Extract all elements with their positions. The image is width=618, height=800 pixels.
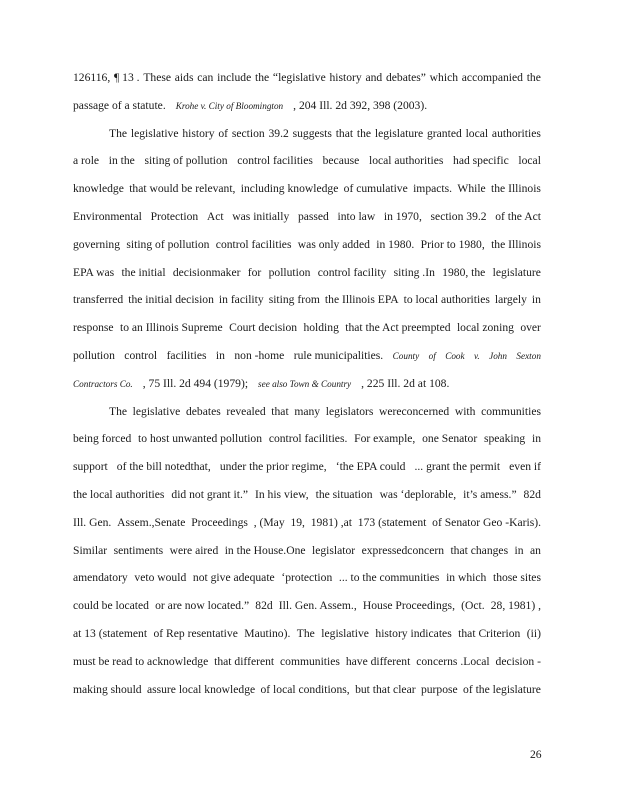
citation-text: Krohe v. City of Bloomington [175,100,284,111]
body-word: passage of a statute. [73,98,166,112]
text-line [73,655,541,669]
body-word: section 39.2 [430,210,487,223]
body-word: can [197,71,214,84]
body-word: control facilities [237,154,313,168]
body-word: in [514,543,524,557]
body-word: those sites [492,571,541,585]
body-word: the local authorities [73,488,165,501]
body-word: legislator [311,543,356,557]
body-word: response [73,321,114,335]
body-word: that Criterion [458,627,521,640]
text-line [73,627,541,641]
body-word: the Illinois [491,237,541,251]
body-word: assure local knowledge [146,682,256,696]
body-word: Assem.,Senate [117,515,186,529]
citation-text: see also Town & Country [258,378,352,389]
body-word: not give adequate [192,571,275,585]
body-word: pollution [268,265,311,279]
body-word: 28, 1981) , [490,599,541,613]
body-word: debates” [385,71,426,84]
body-word: wereconcerned [379,404,450,418]
body-word: expressedconcern [361,543,444,557]
text-line [109,127,541,141]
body-word: speaking [483,432,526,446]
body-word: 126116, [73,71,111,84]
body-word: ‘protection [281,571,333,585]
body-word: granted [427,126,462,140]
body-word: of the Act [495,210,541,223]
body-word: , 75 Ill. 2d 494 (1979); [142,376,249,390]
body-word: in the [108,154,135,168]
body-word: concerns .Local [416,654,490,668]
body-word: , (May [253,515,285,529]
body-word: including knowledge [240,182,339,196]
body-word: These [143,71,172,84]
body-word: Court decision [229,321,298,335]
body-word: were aired [169,543,219,557]
text-line [73,349,541,363]
body-word: ... grant the permit [414,460,501,474]
body-word: Mautino). [244,627,291,640]
body-word: House Proceedings, [362,599,455,613]
body-word: Proceedings [191,515,248,529]
body-word: rule municipalities. [293,349,384,362]
citation-text: County [392,351,420,361]
body-word: The [109,126,128,140]
body-word: which [429,71,459,84]
body-word: it’s amess.” [463,488,517,501]
body-word: decisionmaker [172,265,241,279]
body-word: of Rep resentative [153,627,238,640]
body-word: Environmental [73,210,142,223]
body-word: debates [185,404,221,418]
body-word: Ill. Gen. Assem., [278,599,357,613]
body-word: siting of pollution [126,237,210,251]
body-word: a role [73,154,100,168]
body-word: in which [446,571,487,585]
text-line [73,432,541,446]
text-line [73,99,541,113]
body-word: For example, [354,432,416,446]
text-line [73,321,541,335]
body-word: to an Illinois Supreme [119,321,223,335]
body-word: history [182,126,215,140]
body-word: pollution [73,349,115,362]
body-word: (Oct. [461,599,485,613]
body-word: of local conditions, [260,682,350,696]
body-word: the initial [121,265,166,279]
body-word: largely [494,293,527,307]
body-word: of [218,126,229,140]
citation-text: of [428,351,436,361]
body-word: Protection [150,210,199,223]
body-word: even if [509,460,541,474]
body-word: suggests [292,126,332,140]
body-word: communities [280,654,340,668]
body-word: for [247,265,262,279]
body-word: have different [345,654,411,668]
body-word: history indicates [375,627,452,640]
body-word: authorities [491,126,541,140]
body-word: siting of pollution [144,154,228,168]
body-word: was initially [232,210,290,223]
body-word: the Illinois [491,182,541,196]
body-word: the [526,71,541,84]
body-word: control [124,349,158,362]
body-word: The [109,404,128,418]
citation-text: John [489,351,507,361]
body-word: in [215,349,225,362]
body-word: 1981) ,at [310,515,352,529]
body-word: , 225 Ill. 2d at 108. [361,376,450,390]
body-word: passed [297,210,329,223]
body-word: many [294,404,321,418]
text-line [73,293,541,307]
body-word: include [217,71,252,84]
body-word: into law [337,210,376,223]
body-word: that the Act preempted [345,321,451,335]
body-word: the Illinois EPA [324,293,399,307]
body-word: While [457,182,486,196]
body-word: of the bill notedthat, [116,460,211,474]
body-word: but that clear [355,682,416,696]
text-line [73,238,541,252]
body-word: revealed [226,404,266,418]
body-word: ‘the EPA could [335,460,406,474]
body-word: in the House.One [224,543,306,557]
body-word: local [518,154,541,168]
body-word: Act [206,210,224,223]
body-word: the initial decision [128,293,214,307]
body-word: must be read to acknowledge [73,654,209,668]
body-word: Similar [73,543,108,557]
body-word: to host unwanted pollution [138,432,263,446]
text-line [73,210,541,224]
body-word: siting .In [393,265,435,279]
body-word: at 13 (statement [73,627,148,640]
body-word: In his view, [254,488,309,501]
body-word: Prior to 1980, [420,237,485,251]
body-word: in [531,432,541,446]
body-word: that changes [450,543,509,557]
body-word: of the legislature [463,682,541,696]
body-word: communities [481,404,541,418]
body-word: control facility [317,265,387,279]
body-word: that would be relevant, [129,182,236,196]
text-line [73,599,541,613]
body-word: over [520,321,541,335]
citation-text: v. [474,351,480,361]
body-word: to local authorities [403,293,490,307]
body-word: of cumulative [343,182,408,196]
body-word: ... to the communities [338,571,440,585]
page-number: 26 [530,748,542,761]
body-word: being forced [73,432,132,446]
text-line [109,405,541,419]
body-word: did not grant it.” [171,488,249,501]
body-word: that [271,404,289,418]
body-word: legislative [132,404,181,418]
body-word: holding [303,321,339,335]
body-word: an [530,543,541,557]
body-word: and [365,71,383,84]
text-line [73,154,541,168]
body-word: transferred [73,293,124,307]
body-word: in 1980. [376,237,415,251]
body-word: control facilities [215,237,292,251]
body-word: amendatory [73,571,128,585]
text-line [73,571,541,585]
body-word: was only added [297,237,370,251]
text-line [73,516,541,530]
text-line [73,544,541,558]
body-word: the [254,71,270,84]
body-word: 1980, the [442,265,486,279]
body-word: in 1970, [383,210,422,223]
body-word: with [454,404,476,418]
body-word: that [335,126,354,140]
body-word: the [356,126,372,140]
body-word: making should [73,682,142,696]
body-word: siting from [268,293,320,307]
body-word: had specific [453,154,509,168]
body-word: because [322,154,360,168]
body-word: that different [214,654,275,668]
body-word: legislative [130,126,179,140]
body-word: 173 (statement [357,515,427,529]
citation-text: Sexton [516,351,541,361]
body-word: , 204 Ill. 2d 392, 398 (2003). [293,98,428,112]
body-word: in facility [218,293,264,307]
body-word: non -home [234,349,285,362]
body-word: purpose [420,682,458,696]
body-word: or are now located.” [155,599,250,613]
body-word: EPA was [73,265,115,279]
body-word: legislative [321,627,369,640]
body-word: one Senator [422,432,478,446]
body-word: local zoning [456,321,514,335]
body-word: decision - [495,654,541,668]
body-word: 82d [523,488,541,501]
citation-text: Cook [445,351,465,361]
text-line [73,182,541,196]
body-word: 19, [290,515,305,529]
text-line [73,71,541,85]
body-word: in [531,293,541,307]
body-word: knowledge [73,182,124,196]
body-word: “legislative [272,71,326,84]
text-line [73,266,541,280]
body-word: facilities [166,349,207,362]
body-word: 39.2 [268,126,289,140]
body-word: sentiments [113,543,164,557]
body-word: legislature [492,265,541,279]
body-word: 82d [255,599,273,613]
body-word: ¶ 13 . [114,71,140,84]
body-word: aids [174,71,194,84]
body-word: accompanied [461,71,523,84]
body-word: the situation [315,488,373,501]
body-word: section [231,126,265,140]
body-word: under the prior regime, [219,460,327,474]
body-word: (ii) [526,627,541,640]
body-word: support [73,460,108,474]
body-word: Ill. Gen. [73,515,112,529]
body-word: governing [73,237,121,251]
body-word: history [329,71,362,84]
body-word: legislature [374,126,424,140]
body-word: control facilities. [268,432,348,446]
body-word: impacts. [413,182,453,196]
body-word: was ‘deplorable, [379,488,457,501]
body-word: The [296,627,315,640]
body-word: could be located [73,599,149,613]
text-line [73,460,541,474]
text-line [73,488,541,502]
text-line [73,683,541,697]
citation-text: Contractors Co. [73,378,133,389]
body-word: local [465,126,489,140]
body-word: local authorities [368,154,444,168]
body-word: of Senator Geo -Karis). [432,515,541,529]
body-word: legislators [325,404,374,418]
text-line [73,377,541,391]
body-word: veto would [134,571,187,585]
